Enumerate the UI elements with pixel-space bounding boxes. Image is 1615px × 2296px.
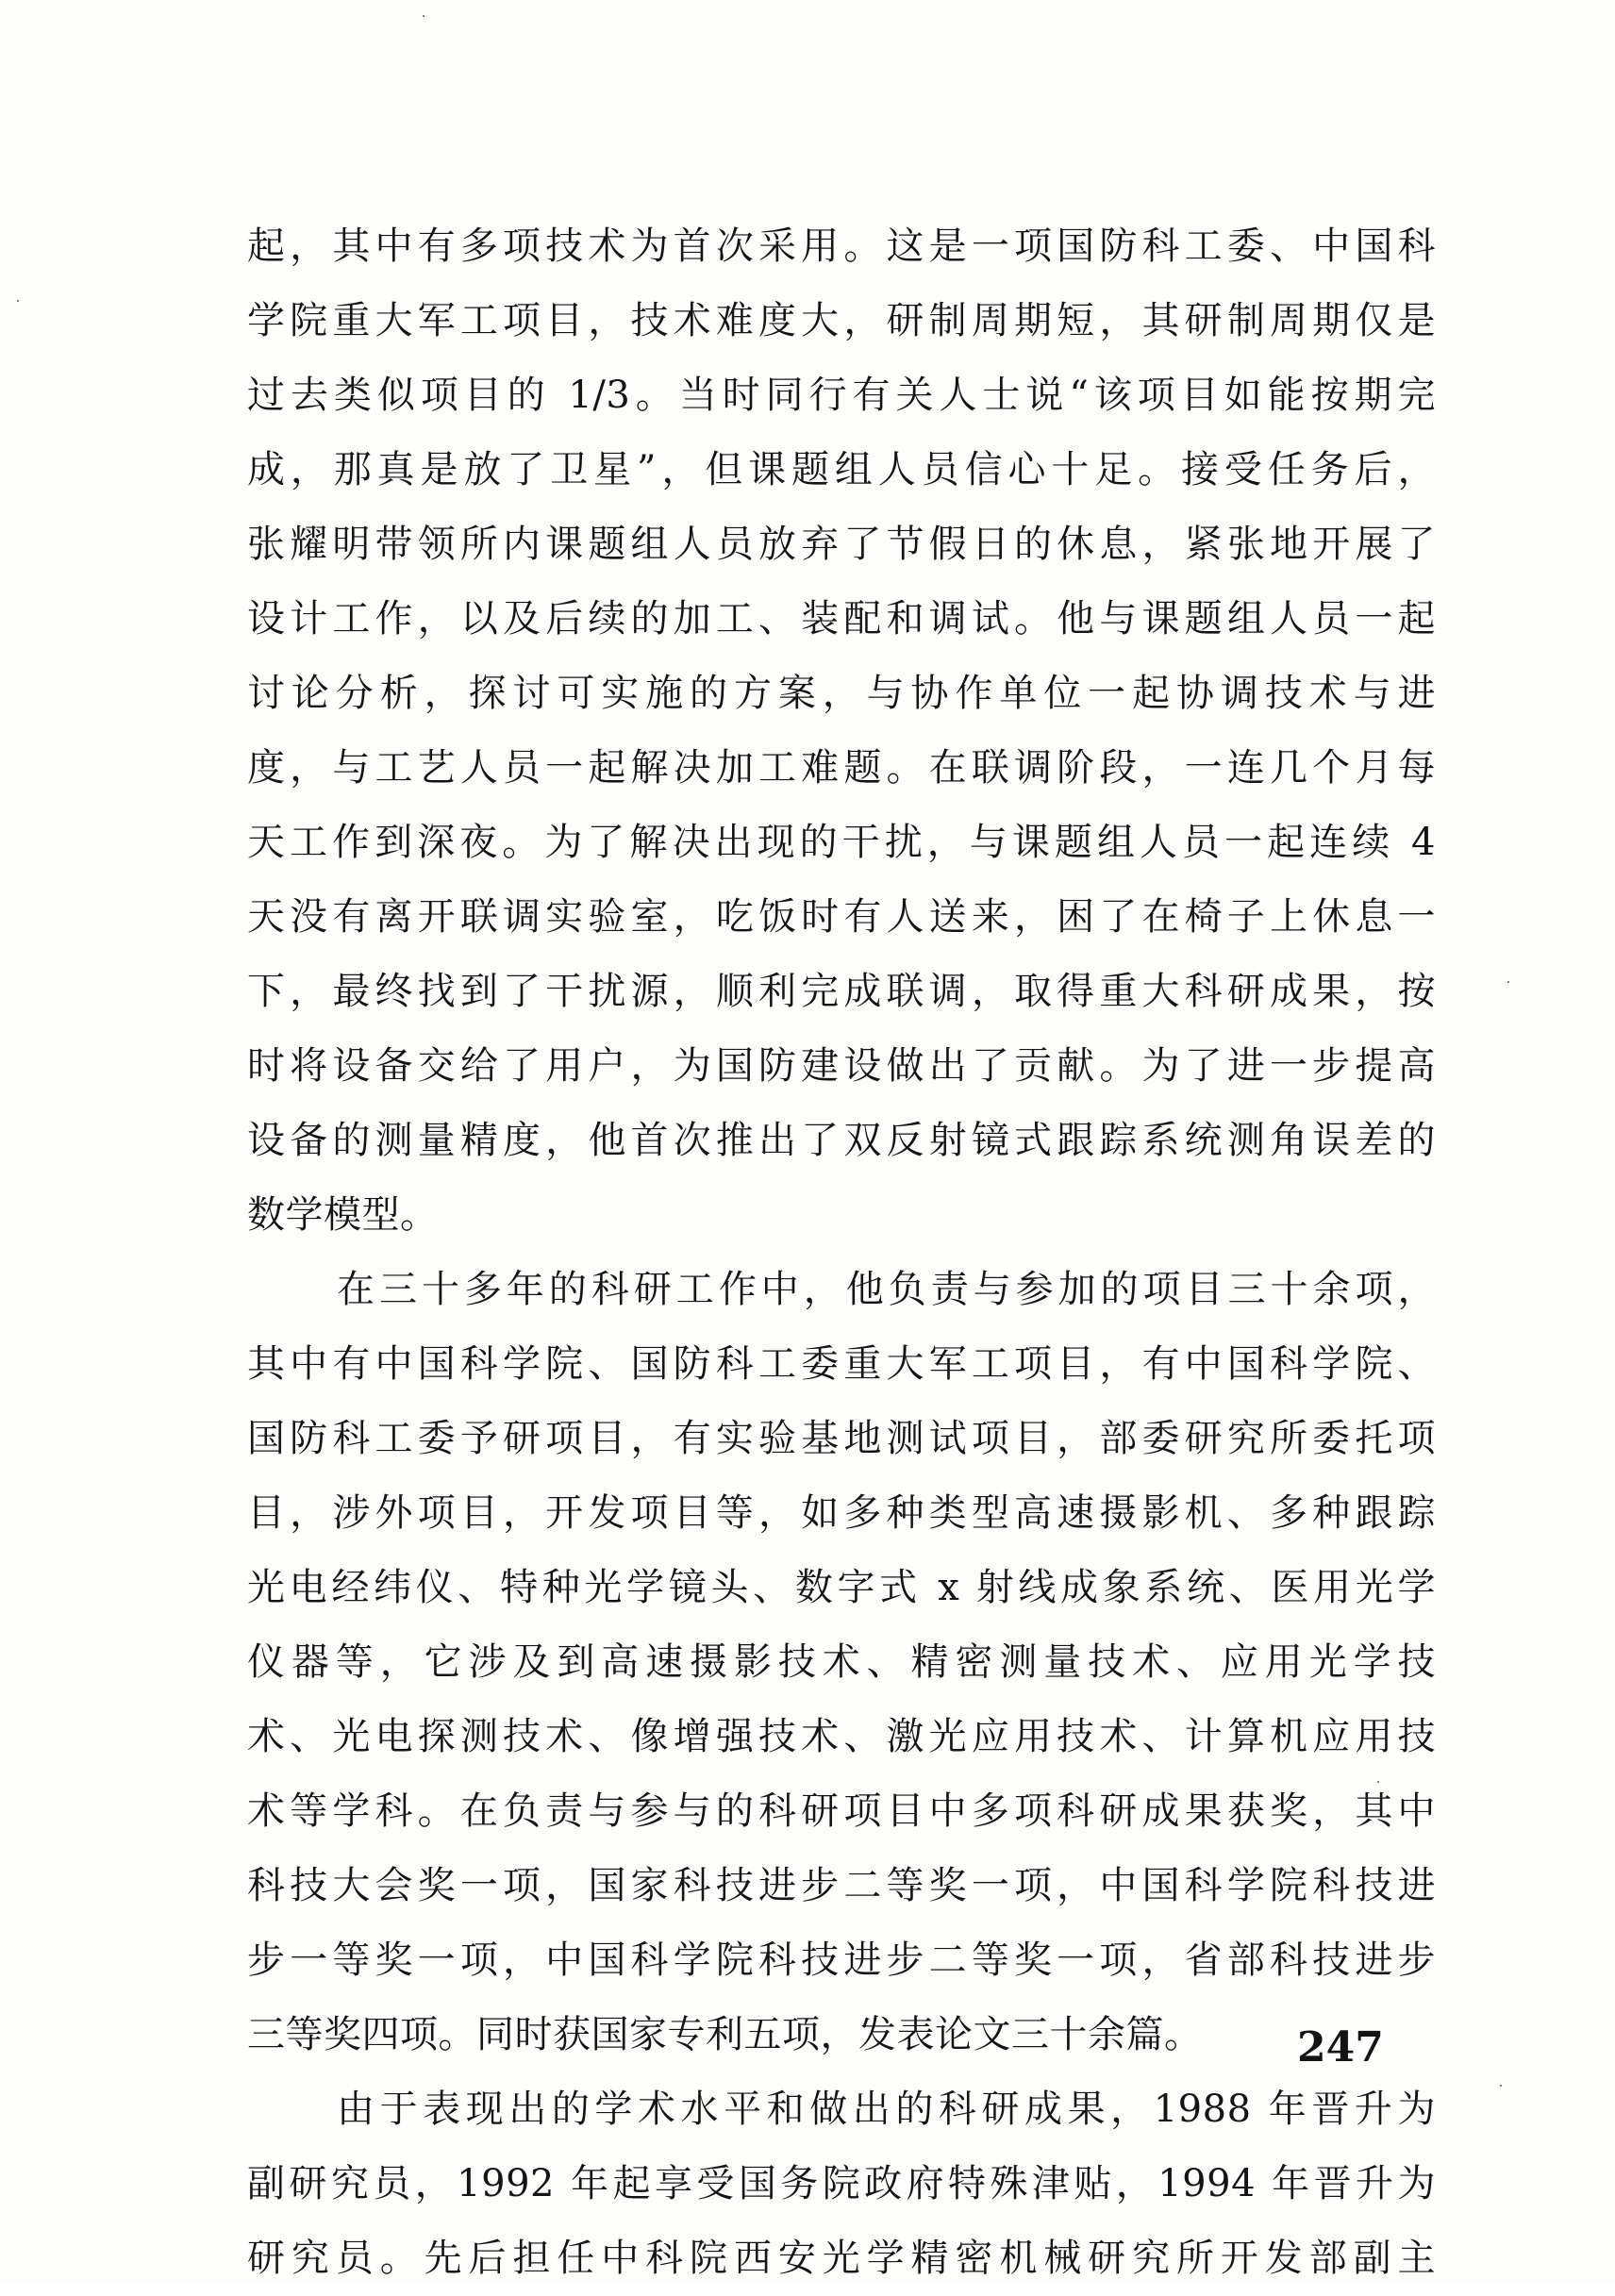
- text-line: 成，那真是放了卫星”，但课题组人员信心十足。接受任务后，: [247, 448, 1436, 491]
- text-line: 副研究员，1992 年起享受国务院政府特殊津贴，1994 年晋升为: [247, 2162, 1436, 2205]
- text-line: 设计工作，以及后续的加工、装配和调试。他与课题组人员一起: [247, 597, 1436, 641]
- body-text: [247, 209, 1436, 2296]
- text-line: 术等学科。在负责与参与的科研项目中多项科研成果获奖，其中: [247, 1789, 1436, 1833]
- text-line: 在三十多年的科研工作中，他负责与参加的项目三十余项，: [337, 1268, 1436, 1311]
- text-line: 过去类似项目的 1/3。当时同行有关人士说“该项目如能按期完: [247, 374, 1436, 417]
- text-line: 三等奖四项。同时获国家专利五项，发表论文三十余篇。: [247, 2013, 1203, 2056]
- text-line: 国防科工委予研项目，有实验基地测试项目，部委研究所委托项: [247, 1417, 1436, 1460]
- text-line: 术、光电探测技术、像增强技术、激光应用技术、计算机应用技: [247, 1715, 1436, 1758]
- text-line: 起，其中有多项技术为首次采用。这是一项国防科工委、中国科: [247, 225, 1436, 268]
- text-line: 讨论分析，探讨可实施的方案，与协作单位一起协调技术与进: [247, 672, 1436, 715]
- text-line: 张耀明带领所内课题组人员放弃了节假日的休息，紧张地开展了: [247, 523, 1436, 566]
- paragraph: [247, 209, 1436, 1253]
- scan-speck: [1377, 1781, 1379, 1783]
- text-line: 学院重大军工项目，技术难度大，研制周期短，其研制周期仅是: [247, 299, 1436, 342]
- scan-speck: [423, 15, 425, 17]
- page-number: 247: [1297, 2023, 1384, 2071]
- text-line: 数学模型。: [247, 1193, 439, 1237]
- paragraph: [247, 1253, 1436, 2072]
- text-line: 科技大会奖一项，国家科技进步二等奖一项，中国科学院科技进: [247, 1864, 1436, 1907]
- text-line: 设备的测量精度，他首次推出了双反射镜式跟踪系统测角误差的: [247, 1119, 1436, 1162]
- text-line: 下，最终找到了干扰源，顺利完成联调，取得重大科研成果，按: [247, 970, 1436, 1013]
- text-line: 度，与工艺人员一起解决加工难题。在联调阶段，一连几个月每: [247, 746, 1436, 790]
- text-line: 天工作到深夜。为了解决出现的干扰，与课题组人员一起连续 4: [247, 821, 1436, 864]
- text-line: 天没有离开联调实验室，吃饭时有人送来，困了在椅子上休息一: [247, 895, 1436, 939]
- text-line: 仪器等，它涉及到高速摄影技术、精密测量技术、应用光学技: [247, 1640, 1436, 1684]
- scan-speck: [17, 300, 19, 302]
- text-line: 时将设备交给了用户，为国防建设做出了贡献。为了进一步提高: [247, 1044, 1436, 1088]
- text-line: 研究员。先后担任中科院西安光学精密机械研究所开发部副主: [247, 2237, 1436, 2280]
- text-line: 其中有中国科学院、国防科工委重大军工项目，有中国科学院、: [247, 1342, 1436, 1386]
- text-line: 光电经纬仪、特种光学镜头、数字式 x 射线成象系统、医用光学: [247, 1566, 1436, 1609]
- text-line: 目，涉外项目，开发项目等，如多种类型高速摄影机、多种跟踪: [247, 1491, 1436, 1535]
- paragraph: [247, 2072, 1436, 2296]
- text-line: 步一等奖一项，中国科学院科技进步二等奖一项，省部科技进步: [247, 1938, 1436, 1982]
- text-line: 由于表现出的学术水平和做出的科研成果，1988 年晋升为: [337, 2088, 1436, 2131]
- scan-speck: [1500, 2085, 1502, 2087]
- scan-speck: [1507, 981, 1509, 983]
